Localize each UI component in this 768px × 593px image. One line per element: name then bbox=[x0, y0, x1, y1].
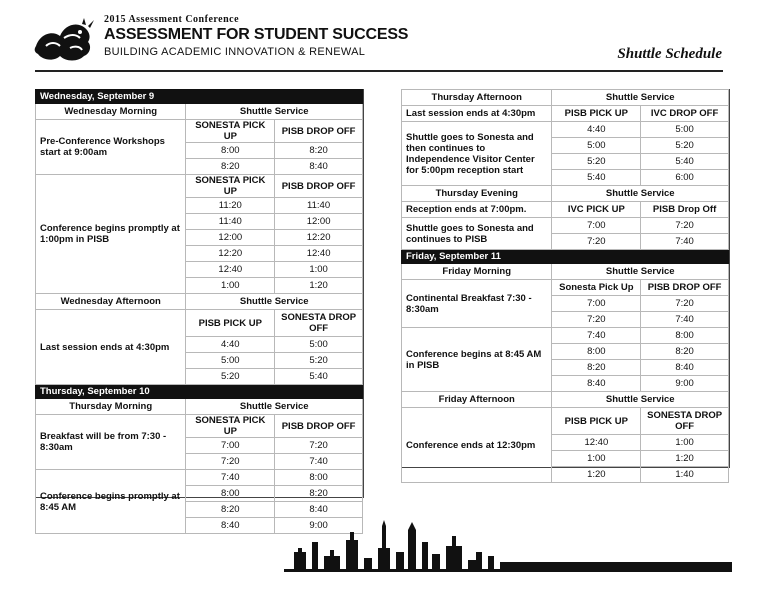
session-description: Continental Breakfast 7:30 - 8:30am bbox=[402, 280, 552, 328]
time-cell: 8:20 bbox=[186, 159, 275, 175]
time-cell: 12:40 bbox=[275, 246, 363, 262]
time-cell: 1:00 bbox=[641, 435, 729, 451]
session-description: Conference begins at 8:45 AM in PISB bbox=[402, 328, 552, 392]
session-description: Shuttle goes to Sonesta and continues to PISB bbox=[402, 218, 552, 250]
session-description: Last session ends at 4:30pm bbox=[36, 310, 186, 385]
session-label: Friday Afternoon bbox=[402, 392, 552, 408]
left-schedule-table bbox=[35, 89, 363, 534]
time-cell: 8:40 bbox=[275, 159, 363, 175]
shuttle-service-label: Shuttle Service bbox=[552, 392, 729, 408]
day-header: Friday, September 11 bbox=[402, 250, 729, 264]
column-header: SONESTA PICK UP bbox=[186, 120, 275, 143]
table-row bbox=[402, 328, 729, 344]
time-cell: 7:40 bbox=[641, 312, 729, 328]
time-cell: 7:20 bbox=[275, 438, 363, 454]
time-cell: 7:00 bbox=[552, 218, 641, 234]
time-cell: 5:20 bbox=[275, 353, 363, 369]
time-cell: 5:00 bbox=[275, 337, 363, 353]
dragon-logo-icon bbox=[30, 16, 96, 66]
time-cell: 7:40 bbox=[275, 454, 363, 470]
session-label: Thursday Evening bbox=[402, 186, 552, 202]
shuttle-service-label: Shuttle Service bbox=[186, 399, 363, 415]
session-description: Conference ends at 12:30pm bbox=[402, 408, 552, 483]
time-cell: 8:40 bbox=[275, 502, 363, 518]
time-cell: 5:20 bbox=[552, 154, 641, 170]
time-cell: 7:20 bbox=[641, 296, 729, 312]
city-skyline-icon bbox=[284, 512, 732, 572]
time-cell: 8:00 bbox=[186, 143, 275, 159]
column-header: IVC DROP OFF bbox=[641, 106, 729, 122]
time-cell: 8:00 bbox=[275, 470, 363, 486]
time-cell: 1:00 bbox=[186, 278, 275, 294]
time-cell: 9:00 bbox=[275, 518, 363, 534]
time-cell: 7:20 bbox=[641, 218, 729, 234]
day-header: Thursday, September 10 bbox=[36, 385, 363, 399]
time-cell: 6:00 bbox=[641, 170, 729, 186]
column-header: PISB Drop Off bbox=[641, 202, 729, 218]
time-cell: 1:20 bbox=[552, 467, 641, 483]
time-cell: 1:20 bbox=[275, 278, 363, 294]
time-cell: 12:00 bbox=[275, 214, 363, 230]
time-cell: 7:20 bbox=[186, 454, 275, 470]
time-cell: 9:00 bbox=[641, 376, 729, 392]
time-cell: 11:40 bbox=[275, 198, 363, 214]
time-cell: 7:40 bbox=[186, 470, 275, 486]
time-cell: 8:20 bbox=[275, 143, 363, 159]
time-cell: 7:00 bbox=[552, 296, 641, 312]
time-cell: 7:00 bbox=[186, 438, 275, 454]
time-cell: 11:40 bbox=[186, 214, 275, 230]
session-label: Wednesday Morning bbox=[36, 104, 186, 120]
time-cell: 8:40 bbox=[552, 376, 641, 392]
time-cell: 8:20 bbox=[186, 502, 275, 518]
time-cell: 5:40 bbox=[275, 369, 363, 385]
column-header: SONESTA PICK UP bbox=[186, 415, 275, 438]
time-cell: 7:20 bbox=[552, 234, 641, 250]
table-row bbox=[402, 122, 729, 138]
conference-name: ASSESSMENT FOR STUDENT SUCCESS bbox=[104, 26, 409, 43]
table-row bbox=[402, 218, 729, 234]
time-cell: 12:00 bbox=[186, 230, 275, 246]
time-cell: 1:00 bbox=[275, 262, 363, 278]
session-label: Wednesday Afternoon bbox=[36, 294, 186, 310]
time-cell: 12:40 bbox=[552, 435, 641, 451]
time-cell: 5:00 bbox=[186, 353, 275, 369]
table-row bbox=[36, 470, 363, 486]
time-cell: 5:20 bbox=[641, 138, 729, 154]
day-header: Wednesday, September 9 bbox=[36, 90, 363, 104]
session-label: Friday Morning bbox=[402, 264, 552, 280]
right-schedule-table bbox=[401, 89, 729, 483]
shuttle-service-label: Shuttle Service bbox=[186, 294, 363, 310]
session-description: Shuttle goes to Sonesta and then continues to Independence Visitor Center for 5:00pm reception start bbox=[402, 122, 552, 186]
time-cell: 11:20 bbox=[186, 198, 275, 214]
time-cell: 7:40 bbox=[552, 328, 641, 344]
time-cell: 5:40 bbox=[552, 170, 641, 186]
time-cell: 12:40 bbox=[186, 262, 275, 278]
session-description: Last session ends at 4:30pm bbox=[402, 106, 552, 122]
time-cell: 8:00 bbox=[641, 328, 729, 344]
shuttle-service-label: Shuttle Service bbox=[552, 186, 729, 202]
header-divider bbox=[35, 70, 723, 72]
conference-tagline: BUILDING ACADEMIC INNOVATION & RENEWAL bbox=[104, 46, 366, 58]
time-cell: 5:20 bbox=[186, 369, 275, 385]
column-header: PISB DROP OFF bbox=[275, 415, 363, 438]
time-cell: 1:40 bbox=[641, 467, 729, 483]
column-header: PISB DROP OFF bbox=[641, 280, 729, 296]
time-cell: 8:20 bbox=[641, 344, 729, 360]
time-cell: 12:20 bbox=[186, 246, 275, 262]
shuttle-service-label: Shuttle Service bbox=[552, 264, 729, 280]
time-cell: 4:40 bbox=[552, 122, 641, 138]
time-cell: 5:00 bbox=[641, 122, 729, 138]
time-cell: 8:20 bbox=[552, 360, 641, 376]
time-cell: 5:00 bbox=[552, 138, 641, 154]
column-header: PISB PICK UP bbox=[552, 408, 641, 435]
column-header: SONESTA DROP OFF bbox=[275, 310, 363, 337]
column-header: IVC PICK UP bbox=[552, 202, 641, 218]
shuttle-service-label: Shuttle Service bbox=[552, 90, 729, 106]
column-header: SONESTA DROP OFF bbox=[641, 408, 729, 435]
page-header bbox=[0, 0, 768, 75]
time-cell: 8:00 bbox=[186, 486, 275, 502]
time-cell: 1:00 bbox=[552, 451, 641, 467]
session-label: Thursday Morning bbox=[36, 399, 186, 415]
time-cell: 7:40 bbox=[641, 234, 729, 250]
time-cell: 8:00 bbox=[552, 344, 641, 360]
page-title: Shuttle Schedule bbox=[617, 46, 722, 62]
time-cell: 7:20 bbox=[552, 312, 641, 328]
time-cell: 12:20 bbox=[275, 230, 363, 246]
session-label: Thursday Afternoon bbox=[402, 90, 552, 106]
column-header: PISB PICK UP bbox=[186, 310, 275, 337]
time-cell: 4:40 bbox=[186, 337, 275, 353]
time-cell: 8:40 bbox=[641, 360, 729, 376]
session-description: Conference begins promptly at 8:45 AM bbox=[36, 470, 186, 534]
conference-year-title: 2015 Assessment Conference bbox=[104, 14, 240, 25]
session-description: Pre-Conference Workshops start at 9:00am bbox=[36, 120, 186, 175]
session-description: Reception ends at 7:00pm. bbox=[402, 202, 552, 218]
shuttle-service-label: Shuttle Service bbox=[186, 104, 363, 120]
column-header: Sonesta Pick Up bbox=[552, 280, 641, 296]
column-header: PISB PICK UP bbox=[552, 106, 641, 122]
column-header: SONESTA PICK UP bbox=[186, 175, 275, 198]
column-header: PISB DROP OFF bbox=[275, 120, 363, 143]
time-cell: 8:20 bbox=[275, 486, 363, 502]
time-cell: 5:40 bbox=[641, 154, 729, 170]
session-description: Conference begins promptly at 1:00pm in PISB bbox=[36, 175, 186, 294]
time-cell: 1:20 bbox=[641, 451, 729, 467]
column-header: PISB DROP OFF bbox=[275, 175, 363, 198]
session-description: Breakfast will be from 7:30 - 8:30am bbox=[36, 415, 186, 470]
time-cell: 8:40 bbox=[186, 518, 275, 534]
